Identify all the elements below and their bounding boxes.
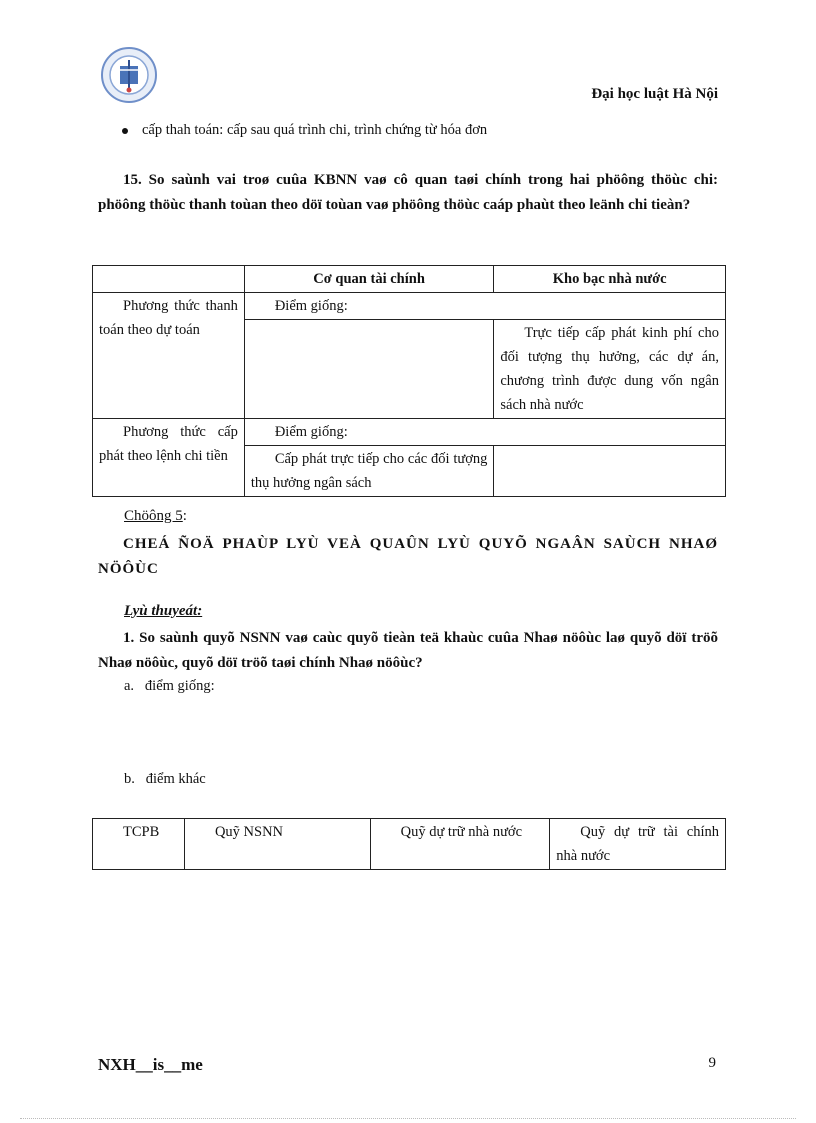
cqtc-cell: Cấp phát trực tiếp cho các đối tượng thụ hưởng ngân sách xyxy=(244,446,494,497)
university-logo xyxy=(100,46,158,104)
theory-heading: Lyù thuyeát: xyxy=(124,603,203,619)
table-header-cell: Quỹ NSNN xyxy=(184,819,370,870)
table-header-row xyxy=(93,819,726,870)
table-header-cell xyxy=(93,266,245,293)
row-label: Phương thức thanh toán theo dự toán xyxy=(93,293,245,419)
table-header-row xyxy=(93,266,726,293)
kbnn-cell: Trực tiếp cấp phát kinh phí cho đối tượng thụ hưởng, các dự án, chương trình được dung vốn ngân sách nhà nước xyxy=(494,320,726,419)
table-header-cell: Cơ quan tài chính xyxy=(244,266,494,293)
row-label: Phương thức cấp phát theo lệnh chi tiền xyxy=(93,419,245,497)
kbnn-cell xyxy=(494,446,726,497)
comparison-table xyxy=(92,265,726,497)
page-number: 9 xyxy=(708,1055,716,1071)
table-header-cell: Quỹ dự trữ nhà nước xyxy=(370,819,550,870)
chapter-label-suffix: : xyxy=(182,508,187,524)
table-row xyxy=(93,293,726,320)
question-1: 1. So saùnh quyõ NSNN vaø caùc quyõ tieàn teä khaùc cuûa Nhaø nöôùc laø quyõ döï tröõ Nhaø nöôùc, quyõ döï tröõ taøi chính Nhaø nöôùc? xyxy=(98,630,718,671)
table-row xyxy=(93,419,726,446)
table-header-cell: TCPB xyxy=(93,819,185,870)
chapter-label xyxy=(124,508,187,525)
table-header-cell: Quỹ dự trữ tài chính nhà nước xyxy=(550,819,726,870)
cqtc-cell xyxy=(244,320,494,419)
item-a: a. điểm giống: xyxy=(124,678,215,694)
question-15: 15. So saùnh vai troø cuûa KBNN vaø cô quan taøi chính trong hai phöông thöùc chi: phöông thöùc thanh toùan theo döï toùan vaø phöông thöùc caáp phaùt theo leänh chi tieàn? xyxy=(98,172,718,213)
bullet-icon xyxy=(122,128,128,134)
bullet-item xyxy=(122,122,487,139)
item-b: b. điểm khác xyxy=(124,771,206,787)
chapter-label-text: Chöông 5 xyxy=(124,508,183,524)
table-header-cell: Kho bạc nhà nước xyxy=(494,266,726,293)
common-points-cell: Điểm giống: xyxy=(244,419,725,446)
footer-author: NXH__is__me xyxy=(98,1055,203,1074)
bullet-text: cấp thah toán: cấp sau quá trình chi, trình chứng từ hóa đơn xyxy=(142,122,488,138)
common-points-cell: Điểm giống: xyxy=(244,293,725,320)
header-institution: Đại học luật Hà Nội xyxy=(591,86,718,102)
fund-comparison-table xyxy=(92,818,726,870)
chapter-title: CHEÁ ÑOÄ PHAÙP LYÙ VEÀ QUAÛN LYÙ QUYÕ NGAÂN SAÙCH NHAØ NÖÔÙC xyxy=(98,536,718,577)
page-bottom-divider xyxy=(20,1118,796,1119)
